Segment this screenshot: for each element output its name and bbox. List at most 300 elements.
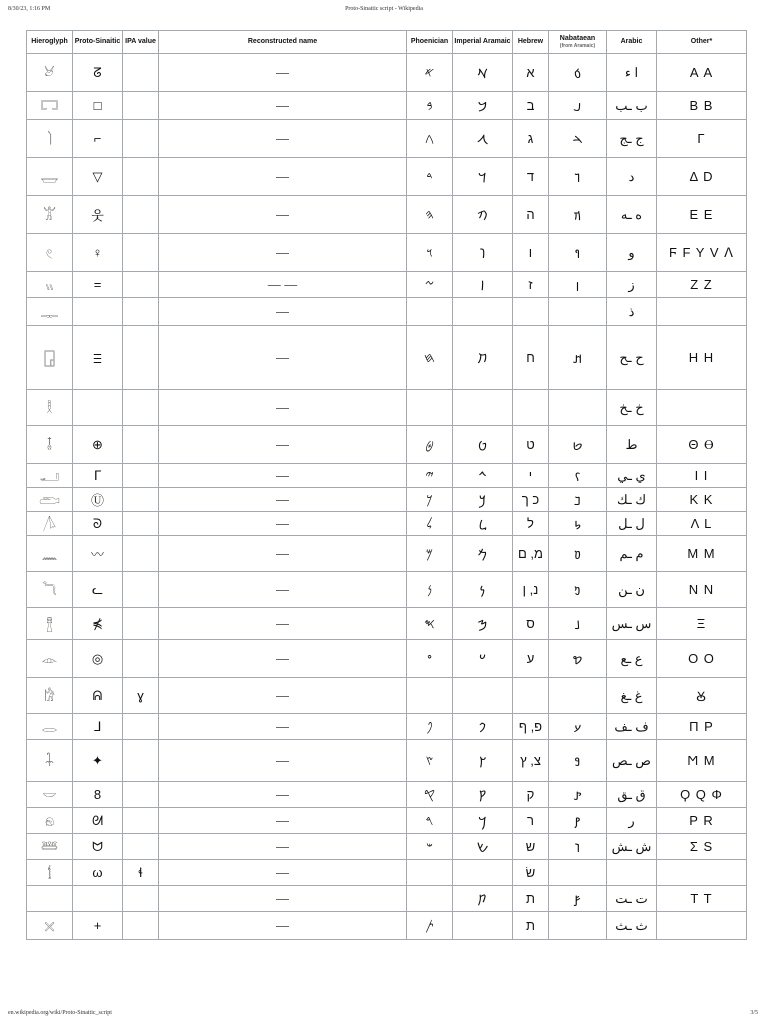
table-row [27, 272, 747, 298]
cell-arabic: د [607, 158, 657, 196]
cell-aramaic: 𐡎 [453, 608, 513, 640]
cell-phoenician: 𐤃 [407, 158, 453, 196]
cell-proto: Ⲷ [73, 326, 123, 390]
cell-hebrew: מ, ם [513, 536, 549, 572]
cell-other: Ζ Z [657, 272, 747, 298]
cell-proto: Ⓤ [73, 488, 123, 512]
cell-hebrew: ב [513, 92, 549, 120]
cell-proto [73, 390, 123, 426]
proto-sinaitic-table [26, 30, 747, 940]
cell-name: — [159, 464, 407, 488]
cell-aramaic: 𐡔 [453, 834, 513, 860]
col-hieroglyph: Hieroglyph [27, 31, 73, 54]
cell-nabataean: 𐢓 [549, 572, 607, 608]
cell-ipa [123, 512, 159, 536]
cell-aramaic: 𐡊 [453, 488, 513, 512]
cell-name: — [159, 608, 407, 640]
cell-proto: = [73, 272, 123, 298]
cell-name: — [159, 488, 407, 512]
cell-hebrew: א [513, 54, 549, 92]
cell-nabataean: 𐢗 [549, 714, 607, 740]
cell-hieroglyph: 𓀠 [27, 196, 73, 234]
cell-hieroglyph: 𓉐 [27, 92, 73, 120]
cell-other: Ξ [657, 608, 747, 640]
cell-proto: ᘔ [73, 54, 123, 92]
cell-phoenician: 𐤏 [407, 640, 453, 678]
cell-name: — [159, 678, 407, 714]
cell-aramaic: 𐡌 [453, 536, 513, 572]
cell-hieroglyph: 𓂝 [27, 464, 73, 488]
cell-aramaic: 𐡕 [453, 886, 513, 912]
cell-arabic: ن ـن [607, 572, 657, 608]
cell-hebrew [513, 390, 549, 426]
cell-phoenician [407, 860, 453, 886]
cell-ipa: ɣ [123, 678, 159, 714]
cell-proto: ✦ [73, 740, 123, 782]
col-nabataean [549, 31, 607, 54]
cell-aramaic: 𐡁 [453, 92, 513, 120]
cell-other: Ϙ Q Φ [657, 782, 747, 808]
cell-hieroglyph: 𓂋 [27, 714, 73, 740]
cell-hieroglyph [27, 886, 73, 912]
cell-name: — [159, 92, 407, 120]
cell-nabataean: 𐢄 [549, 120, 607, 158]
cell-phoenician [407, 298, 453, 326]
cell-hieroglyph: 𓏭 [27, 272, 73, 298]
col-nabataean-sub: (from Aramaic) [559, 43, 596, 49]
cell-name: — [159, 120, 407, 158]
table-row [27, 740, 747, 782]
cell-arabic: ا ء [607, 54, 657, 92]
cell-name: — [159, 390, 407, 426]
cell-arabic: ز [607, 272, 657, 298]
cell-proto: ♀ [73, 234, 123, 272]
print-header [0, 4, 768, 16]
cell-name: — [159, 298, 407, 326]
cell-phoenician: 𐤑 [407, 740, 453, 782]
cell-phoenician [407, 886, 453, 912]
cell-nabataean: 𐢁 [549, 54, 607, 92]
cell-name: — [159, 326, 407, 390]
cell-arabic: ث ـث [607, 912, 657, 940]
cell-hebrew: ו [513, 234, 549, 272]
cell-aramaic: 𐡈 [453, 426, 513, 464]
cell-aramaic: 𐡏 [453, 640, 513, 678]
cell-phoenician: 𐤊 [407, 488, 453, 512]
cell-hieroglyph: 𓇑 [27, 740, 73, 782]
table-row [27, 912, 747, 940]
cell-other: Ε E [657, 196, 747, 234]
cell-phoenician: 𐤔 [407, 834, 453, 860]
cell-other: Μ M [657, 536, 747, 572]
cell-hieroglyph: 𓎛 [27, 390, 73, 426]
cell-ipa [123, 464, 159, 488]
cell-arabic: ق ـق [607, 782, 657, 808]
cell-aramaic: 𐡐 [453, 714, 513, 740]
cell-nabataean: 𐢃 [549, 92, 607, 120]
cell-arabic: ح ـح [607, 326, 657, 390]
cell-hebrew: ה [513, 196, 549, 234]
cell-nabataean: 𐢖 [549, 640, 607, 678]
cell-aramaic: 𐡓 [453, 808, 513, 834]
cell-other: Ν N [657, 572, 747, 608]
cell-proto: ⊕ [73, 426, 123, 464]
cell-name: — [159, 834, 407, 860]
cell-arabic: ه ـه [607, 196, 657, 234]
cell-phoenician: 𐤆 [407, 272, 453, 298]
cell-aramaic: 𐡃 [453, 158, 513, 196]
cell-hieroglyph: 𓈖 [27, 536, 73, 572]
print-title: Proto-Sinaitic script - Wikipedia [345, 6, 423, 12]
cell-aramaic [453, 678, 513, 714]
cell-phoenician: 𐤉 [407, 464, 453, 488]
cell-nabataean [549, 298, 607, 326]
cell-nabataean: 𐢘 [549, 740, 607, 782]
cell-name: — [159, 740, 407, 782]
table-row [27, 678, 747, 714]
cell-nabataean: 𐢉 [549, 272, 607, 298]
cell-nabataean: 𐢋 [549, 426, 607, 464]
cell-other: Τ T [657, 886, 747, 912]
cell-name: — [159, 426, 407, 464]
cell-hebrew: ח [513, 326, 549, 390]
cell-other: Π P [657, 714, 747, 740]
cell-ipa [123, 158, 159, 196]
cell-hebrew: ת [513, 912, 549, 940]
cell-phoenician: 𐤌 [407, 536, 453, 572]
cell-name: — [159, 536, 407, 572]
cell-arabic: ر [607, 808, 657, 834]
cell-proto: □ [73, 92, 123, 120]
cell-hebrew: ש [513, 834, 549, 860]
cell-aramaic [453, 390, 513, 426]
cell-aramaic: 𐡒 [453, 782, 513, 808]
table-header-row [27, 31, 747, 54]
print-footer [0, 1008, 768, 1020]
cell-hebrew: כ ך [513, 488, 549, 512]
cell-nabataean: 𐢍 [549, 464, 607, 488]
cell-ipa [123, 808, 159, 834]
cell-ipa [123, 640, 159, 678]
cell-phoenician [407, 390, 453, 426]
cell-hebrew: ג [513, 120, 549, 158]
cell-proto: ⌐ [73, 120, 123, 158]
cell-nabataean: 𐢝 [549, 886, 607, 912]
cell-nabataean [549, 678, 607, 714]
cell-hebrew: ע [513, 640, 549, 678]
cell-nabataean: 𐢕 [549, 608, 607, 640]
cell-ipa [123, 196, 159, 234]
table-row [27, 834, 747, 860]
cell-proto: ᗢ [73, 834, 123, 860]
cell-name: — [159, 860, 407, 886]
cell-hieroglyph: 𓊃 [27, 298, 73, 326]
print-page: 3/5 [750, 1010, 758, 1016]
cell-other [657, 860, 747, 886]
cell-ipa [123, 120, 159, 158]
print-timestamp: 8/30/23, 1:16 PM [8, 6, 51, 12]
cell-proto: ᘛ [73, 808, 123, 834]
cell-hieroglyph: 𓉗 [27, 326, 73, 390]
cell-proto: ▽ [73, 158, 123, 196]
cell-phoenician: 𐤇 [407, 326, 453, 390]
cell-proto [73, 298, 123, 326]
cell-other: Γ [657, 120, 747, 158]
cell-nabataean: 𐢛 [549, 834, 607, 860]
table-row [27, 234, 747, 272]
cell-proto: ᕱ [73, 678, 123, 714]
cell-hieroglyph: 𓉿 [27, 158, 73, 196]
cell-hieroglyph: 𓎟 [27, 782, 73, 808]
cell-ipa [123, 782, 159, 808]
table-row [27, 536, 747, 572]
cell-phoenician: 𐤄 [407, 196, 453, 234]
cell-aramaic: 𐡆 [453, 272, 513, 298]
cell-arabic: ي ـي [607, 464, 657, 488]
cell-hebrew: ר [513, 808, 549, 834]
cell-nabataean: 𐢅 [549, 158, 607, 196]
cell-proto: ᓚ [73, 572, 123, 608]
cell-arabic: ش ـش [607, 834, 657, 860]
table-row [27, 640, 747, 678]
cell-proto: 8 [73, 782, 123, 808]
cell-phoenician: 𐤂 [407, 120, 453, 158]
cell-arabic: و [607, 234, 657, 272]
cell-arabic: ل ـل [607, 512, 657, 536]
cell-aramaic [453, 860, 513, 886]
col-reconstructed-name: Reconstructed name [159, 31, 407, 54]
cell-nabataean: 𐢇 [549, 196, 607, 234]
table-row [27, 572, 747, 608]
cell-other: Κ K [657, 488, 747, 512]
cell-hieroglyph: 𓌙 [27, 120, 73, 158]
cell-nabataean: 𐢐 [549, 512, 607, 536]
cell-nabataean: 𐢒 [549, 536, 607, 572]
table-row [27, 298, 747, 326]
cell-proto: + [73, 912, 123, 940]
cell-hebrew: פ, ף [513, 714, 549, 740]
cell-hebrew [513, 678, 549, 714]
cell-ipa [123, 92, 159, 120]
cell-hebrew: נ, ן [513, 572, 549, 608]
cell-other: Ꙋ [657, 678, 747, 714]
cell-aramaic: 𐡅 [453, 234, 513, 272]
cell-arabic: غ ـغ [607, 678, 657, 714]
table-row [27, 714, 747, 740]
cell-ipa [123, 272, 159, 298]
cell-hieroglyph: 𓂧 [27, 488, 73, 512]
cell-phoenician: 𐤅 [407, 234, 453, 272]
cell-name: — [159, 912, 407, 940]
cell-hebrew: שׂ [513, 860, 549, 886]
cell-arabic: خ ـخ [607, 390, 657, 426]
col-proto-sinaitic: Proto-Sinaitic [73, 31, 123, 54]
cell-other: Ϝ F Y V ⴷ [657, 234, 747, 272]
col-arabic: Arabic [607, 31, 657, 54]
cell-other: Ϻ M [657, 740, 747, 782]
table-row [27, 782, 747, 808]
cell-arabic: ب ـب [607, 92, 657, 120]
cell-phoenician: 𐤋 [407, 512, 453, 536]
cell-arabic [607, 860, 657, 886]
cell-hieroglyph: 𓌁 [27, 860, 73, 886]
table-row [27, 390, 747, 426]
cell-proto: ω [73, 860, 123, 886]
cell-hieroglyph: 𓀗 [27, 678, 73, 714]
cell-ipa [123, 390, 159, 426]
cell-other [657, 298, 747, 326]
cell-arabic: ص ـص [607, 740, 657, 782]
cell-hebrew: ז [513, 272, 549, 298]
col-nabataean-label: Nabataean [559, 35, 596, 42]
cell-aramaic: 𐡄 [453, 196, 513, 234]
cell-ipa [123, 740, 159, 782]
cell-ipa [123, 326, 159, 390]
cell-phoenician: 𐤕 [407, 912, 453, 940]
table-row [27, 196, 747, 234]
cell-hieroglyph: 𓄤 [27, 426, 73, 464]
cell-arabic: ذ [607, 298, 657, 326]
cell-other: Ι I [657, 464, 747, 488]
cell-hieroglyph: 𓁹 [27, 640, 73, 678]
cell-hebrew: ס [513, 608, 549, 640]
cell-ipa [123, 912, 159, 940]
table-row [27, 54, 747, 92]
cell-arabic: ع ـع [607, 640, 657, 678]
cell-proto: 〰 [73, 536, 123, 572]
col-ipa: IPA value [123, 31, 159, 54]
cell-phoenician: 𐤒 [407, 782, 453, 808]
cell-ipa: ɬ [123, 860, 159, 886]
cell-hieroglyph: 𓆷 [27, 834, 73, 860]
cell-arabic: م ـم [607, 536, 657, 572]
cell-arabic: ت ـت [607, 886, 657, 912]
cell-other: Ο O [657, 640, 747, 678]
cell-name: — [159, 54, 407, 92]
table-row [27, 808, 747, 834]
cell-nabataean: 𐢚 [549, 808, 607, 834]
cell-other [657, 390, 747, 426]
cell-phoenician: 𐤎 [407, 608, 453, 640]
cell-hebrew: ק [513, 782, 549, 808]
cell-hieroglyph: 𓏴 [27, 912, 73, 940]
cell-hebrew: צ, ץ [513, 740, 549, 782]
print-url: en.wikipedia.org/wiki/Proto-Sinaitic_script [8, 1010, 112, 1016]
table-row [27, 120, 747, 158]
cell-name: — [159, 196, 407, 234]
cell-aramaic [453, 912, 513, 940]
cell-name: — [159, 572, 407, 608]
cell-nabataean [549, 390, 607, 426]
table-row [27, 158, 747, 196]
cell-ipa [123, 834, 159, 860]
table-row [27, 860, 747, 886]
cell-aramaic: 𐡍 [453, 572, 513, 608]
cell-ipa [123, 426, 159, 464]
cell-hebrew: ת [513, 886, 549, 912]
col-phoenician: Phoenician [407, 31, 453, 54]
cell-hebrew [513, 298, 549, 326]
cell-other: Σ S [657, 834, 747, 860]
cell-nabataean: 𐢙 [549, 782, 607, 808]
cell-ipa [123, 714, 159, 740]
cell-proto [73, 886, 123, 912]
cell-nabataean [549, 912, 607, 940]
cell-proto: ◎ [73, 640, 123, 678]
table-row [27, 464, 747, 488]
cell-proto: ᘐ [73, 512, 123, 536]
cell-ipa [123, 488, 159, 512]
cell-name: — [159, 808, 407, 834]
cell-nabataean: 𐢊 [549, 326, 607, 390]
cell-aramaic [453, 298, 513, 326]
cell-hebrew: י [513, 464, 549, 488]
cell-ipa [123, 886, 159, 912]
table-row [27, 608, 747, 640]
cell-ipa [123, 608, 159, 640]
cell-name: — [159, 234, 407, 272]
cell-name: — [159, 714, 407, 740]
table-row [27, 426, 747, 464]
cell-other: Θ Ⲑ [657, 426, 747, 464]
table-row [27, 92, 747, 120]
cell-proto: ᒧ [73, 714, 123, 740]
cell-hieroglyph: 𓌅 [27, 512, 73, 536]
col-hebrew: Hebrew [513, 31, 549, 54]
cell-ipa [123, 572, 159, 608]
cell-arabic: ف ـف [607, 714, 657, 740]
cell-hieroglyph: 𓆓 [27, 572, 73, 608]
cell-arabic: ط [607, 426, 657, 464]
cell-name: — [159, 512, 407, 536]
cell-other: Δ D [657, 158, 747, 196]
col-other: Other* [657, 31, 747, 54]
cell-aramaic: 𐡑 [453, 740, 513, 782]
cell-name: — [159, 158, 407, 196]
cell-arabic: س ـس [607, 608, 657, 640]
cell-aramaic: 𐡉 [453, 464, 513, 488]
table-row [27, 326, 747, 390]
cell-proto: 웃 [73, 196, 123, 234]
cell-other: Α A [657, 54, 747, 92]
cell-hieroglyph: 𓃾 [27, 54, 73, 92]
table-row [27, 512, 747, 536]
cell-aramaic: 𐡇 [453, 326, 513, 390]
cell-proto: ⋠ [73, 608, 123, 640]
cell-name: — [159, 886, 407, 912]
cell-aramaic: 𐡂 [453, 120, 513, 158]
cell-hebrew: ט [513, 426, 549, 464]
cell-proto: ᒥ [73, 464, 123, 488]
cell-phoenician: 𐤁 [407, 92, 453, 120]
cell-name: — [159, 782, 407, 808]
cell-other: Ρ R [657, 808, 747, 834]
table-row [27, 488, 747, 512]
cell-ipa [123, 54, 159, 92]
cell-arabic: ك ـك [607, 488, 657, 512]
cell-ipa [123, 298, 159, 326]
cell-name: — — [159, 272, 407, 298]
cell-hebrew: ל [513, 512, 549, 536]
cell-nabataean: 𐢏 [549, 488, 607, 512]
cell-nabataean [549, 860, 607, 886]
cell-aramaic: 𐡋 [453, 512, 513, 536]
cell-phoenician: 𐤍 [407, 572, 453, 608]
cell-hebrew: ד [513, 158, 549, 196]
table-row [27, 886, 747, 912]
cell-other: Λ L [657, 512, 747, 536]
cell-hieroglyph: 𓁶 [27, 808, 73, 834]
